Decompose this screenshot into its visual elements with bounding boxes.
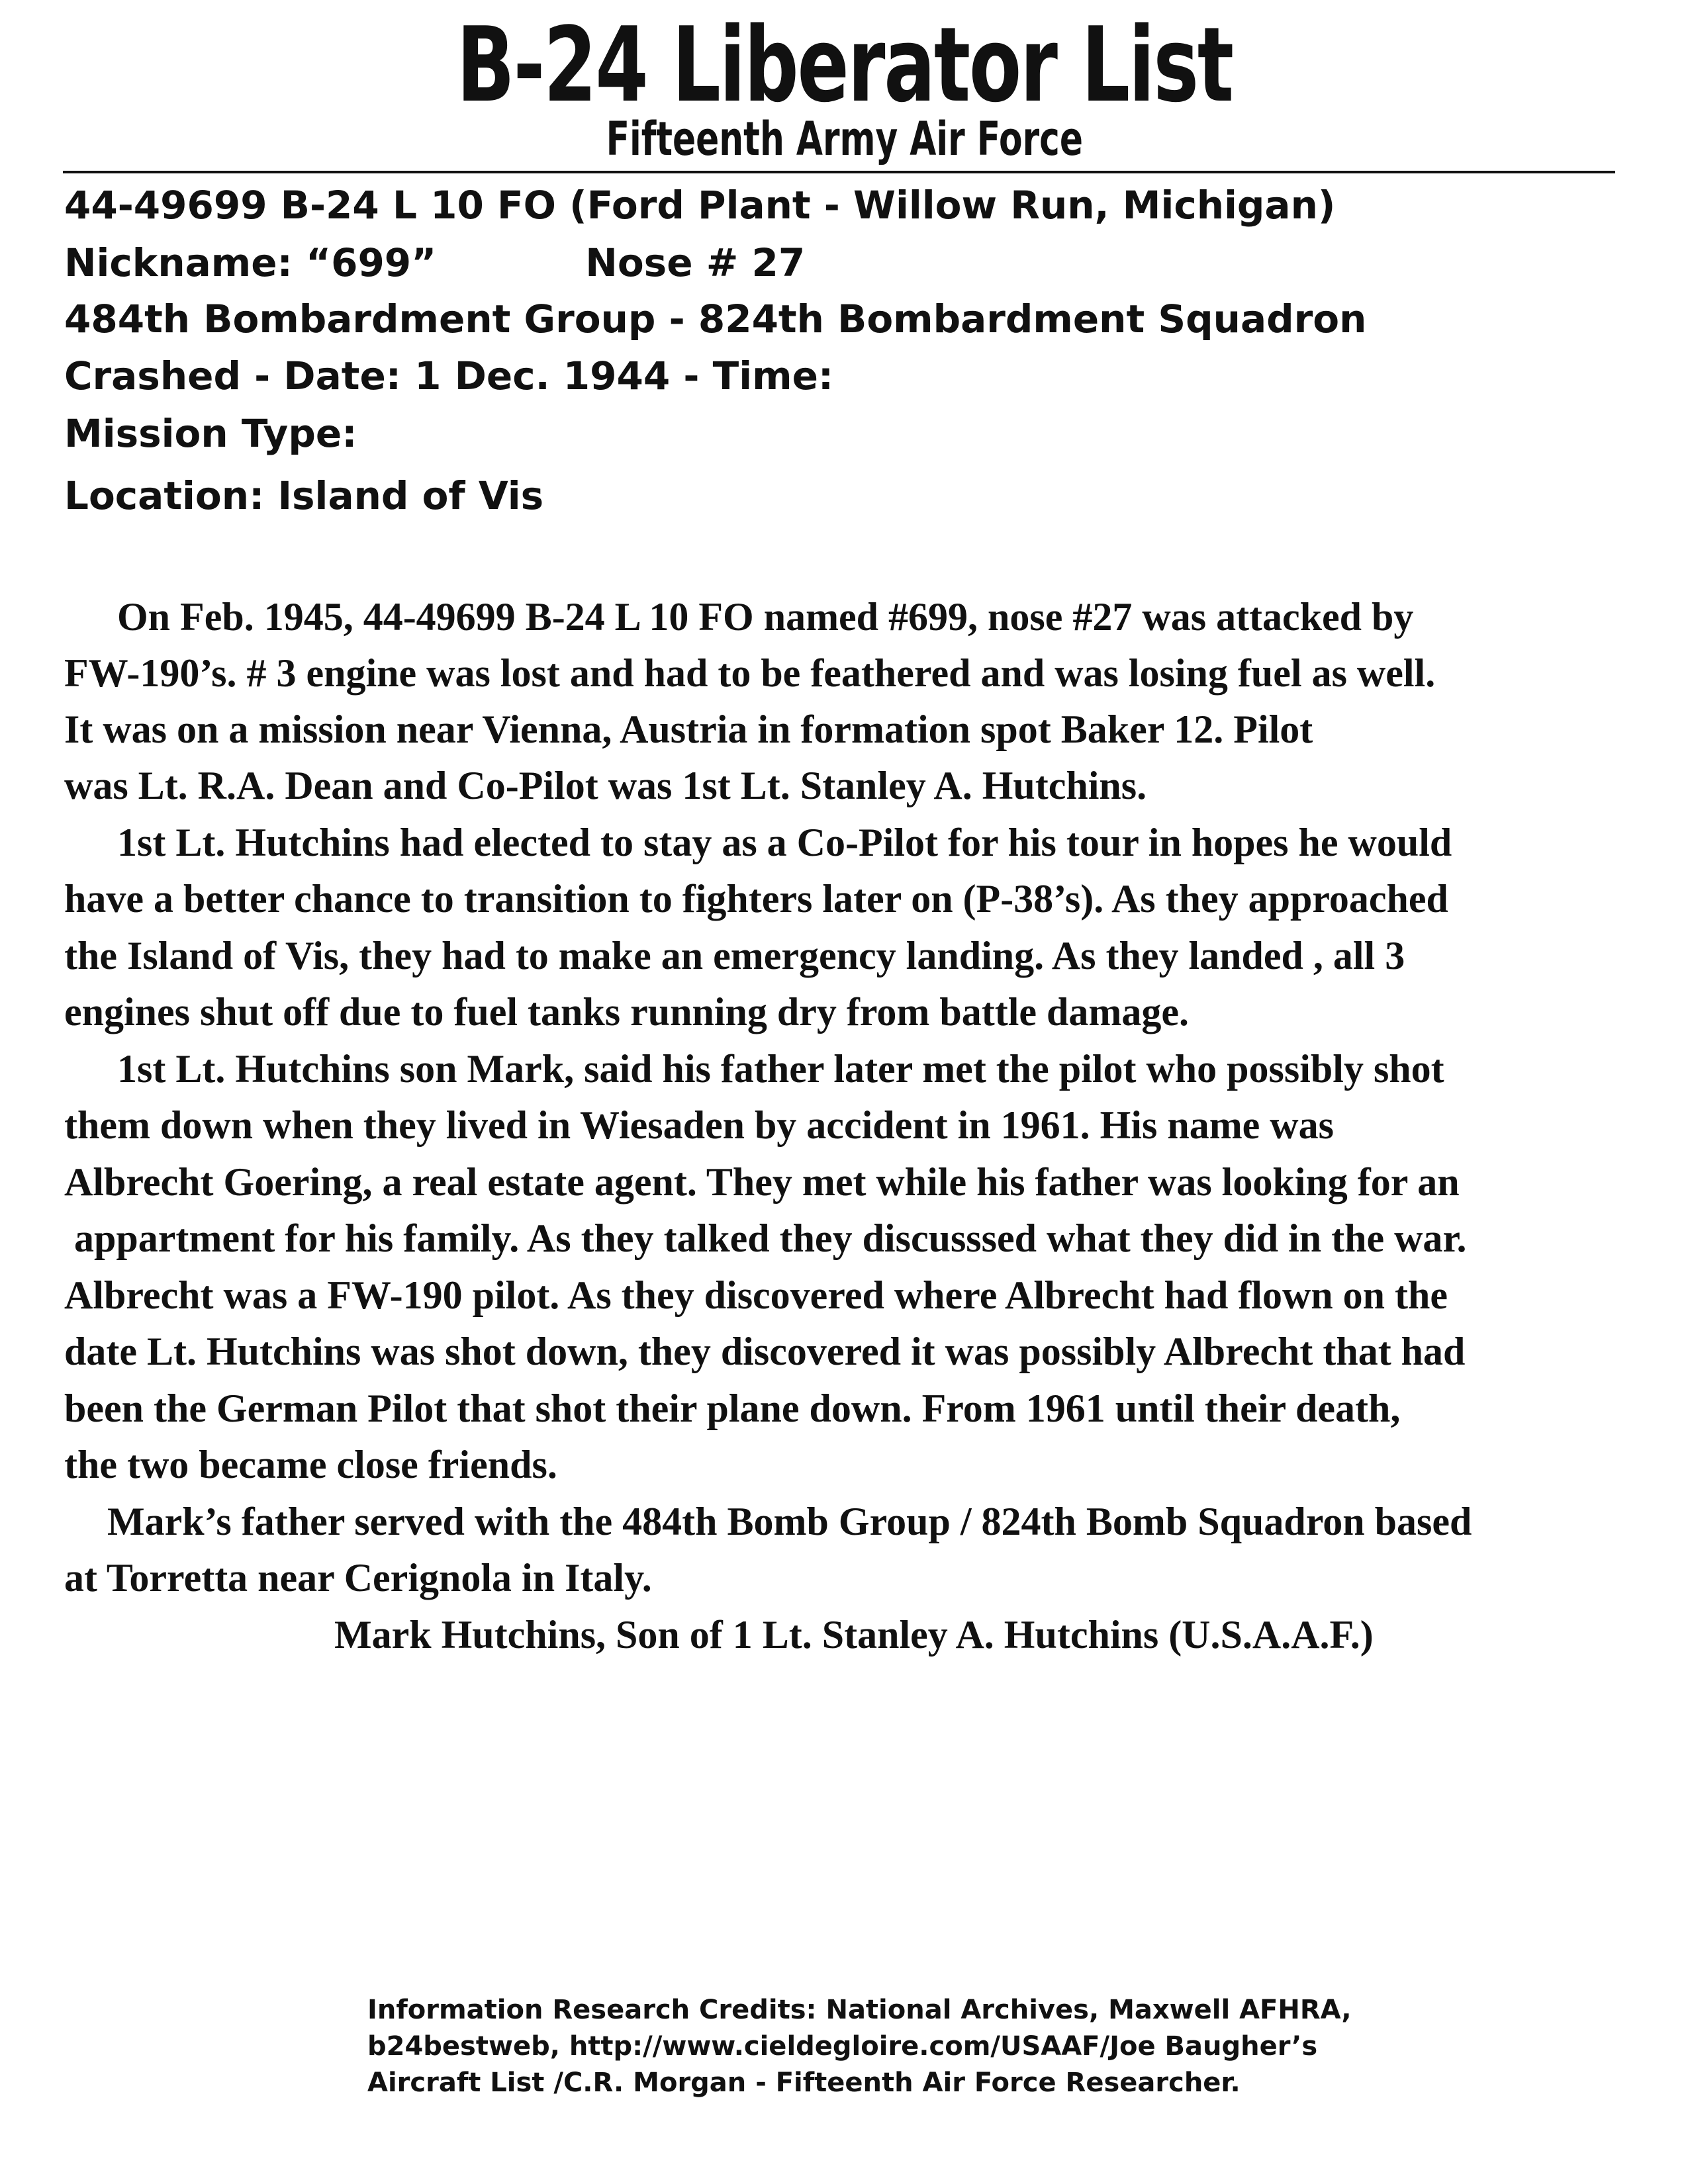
narrative-line: have a better chance to transition to fighters later on (P-38’s). As they approached xyxy=(64,877,1448,921)
narrative-line: was Lt. R.A. Dean and Co-Pilot was 1st Lt. Stanley A. Hutchins. xyxy=(64,764,1147,807)
narrative-line: FW-190’s. # 3 engine was lost and had to be feathered and was losing fuel as well. xyxy=(64,651,1436,695)
narrative-line: been the German Pilot that shot their plane down. From 1961 until their death, xyxy=(64,1387,1401,1430)
page-title: B-24 Liberator List xyxy=(456,5,1233,125)
narrative-line: 1st Lt. Hutchins had elected to stay as a Co-Pilot for his tour in hopes he would xyxy=(117,821,1452,864)
research-credits xyxy=(367,1992,1427,2101)
crash-date-line: Crashed - Date: 1 Dec. 1944 - Time: xyxy=(64,353,834,398)
narrative-line: Mark’s father served with the 484th Bomb Group / 824th Bomb Squadron based xyxy=(107,1500,1472,1543)
narrative-line: Albrecht Goering, a real estate agent. They met while his father was looking for an xyxy=(64,1160,1460,1204)
mission-type-line: Mission Type: xyxy=(64,411,357,456)
narrative-line: the Island of Vis, they had to make an emergency landing. As they landed , all 3 xyxy=(64,934,1405,978)
narrative-line: them down when they lived in Wiesaden by accident in 1961. His name was xyxy=(64,1103,1334,1147)
narrative-line: date Lt. Hutchins was shot down, they discovered it was possibly Albrecht that had xyxy=(64,1330,1466,1373)
credits-line: Aircraft List /C.R. Morgan - Fifteenth Air Force Researcher. xyxy=(367,2068,1241,2098)
nose-number: Nose # 27 xyxy=(585,240,806,285)
page-subtitle: Fifteenth Army Air Force xyxy=(606,112,1083,166)
location-line: Location: Island of Vis xyxy=(64,473,544,518)
credits-line: Information Research Credits: National Archives, Maxwell AFHRA, xyxy=(367,1995,1352,2025)
narrative-line: engines shut off due to fuel tanks running dry from battle damage. xyxy=(64,990,1190,1034)
narrative-line: the two became close friends. xyxy=(64,1443,557,1486)
narrative-line: Albrecht was a FW-190 pilot. As they discovered where Albrecht had flown on the xyxy=(64,1273,1448,1317)
narrative-line: It was on a mission near Vienna, Austria in formation spot Baker 12. Pilot xyxy=(64,707,1313,751)
narrative-line: 1st Lt. Hutchins son Mark, said his father later met the pilot who possibly shot xyxy=(117,1047,1444,1091)
narrative-line: at Torretta near Cerignola in Italy. xyxy=(64,1556,652,1600)
serial-line: 44-49699 B-24 L 10 FO (Ford Plant - Willow Run, Michigan) xyxy=(64,183,1336,228)
nickname: Nickname: “699” xyxy=(64,240,437,285)
unit-line: 484th Bombardment Group - 824th Bombardment Squadron xyxy=(64,296,1367,341)
title-divider xyxy=(63,171,1615,173)
signature-line: Mark Hutchins, Son of 1 Lt. Stanley A. Hutchins (U.S.A.A.F.) xyxy=(334,1613,1374,1657)
nickname-line xyxy=(64,240,805,286)
credits-line: b24bestweb, http://www.cieldegloire.com/USAAF/Joe Baugher’s xyxy=(367,2031,1318,2062)
narrative-line: On Feb. 1945, 44-49699 B-24 L 10 FO named #699, nose #27 was attacked by xyxy=(117,595,1414,639)
narrative-line: appartment for his family. As they talked they discusssed what they did in the war. xyxy=(74,1216,1467,1260)
